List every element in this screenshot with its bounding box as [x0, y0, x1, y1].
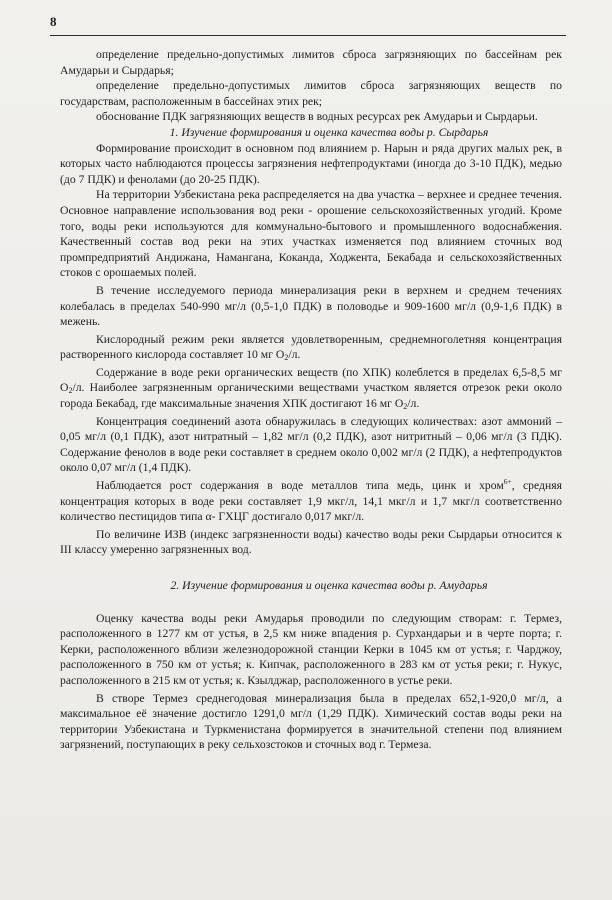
paragraph: [60, 365, 562, 412]
paragraph: По величине ИЗВ (индекс загрязненности воды) качество воды реки Сырдарьи относится к III классу умеренно загрязненных вод.: [60, 527, 562, 557]
subscript: 2: [403, 402, 408, 412]
intro-paragraph: определение предельно-допустимых лимитов сброса загрязняющих по бассейнам рек Амударьи и Сырдарья;: [60, 48, 562, 77]
text-run: Наблюдается рост содержания в воде металлов типа медь, цинк и хром: [96, 479, 504, 493]
text-run: Кислородный режим реки является удовлетворенным, среднемноголетняя концентрация растворенного кислорода составляет 10 мг O: [60, 332, 562, 362]
text-run: , средняя концентрация которых в воде реки составляет 1,9 мкг/л, 14,1 мкг/л и 1,7 мкг/л соответственно количество пестицидов типа α- ГХЦГ достигало 0,017 мкг/л.: [60, 479, 562, 524]
paragraph: [60, 332, 562, 363]
paragraph: [60, 478, 562, 525]
text-run: Содержание в воде реки органических веществ (по ХПК) колеблется в пределах 6,5-8,5 мг O: [60, 365, 562, 395]
text-run: /л.: [288, 348, 301, 362]
intro-paragraph: определение предельно-допустимых лимитов сброса загрязняющих веществ по государствам, расположенным в бассейнах этих рек;: [60, 79, 562, 108]
page-body: [60, 47, 562, 753]
page-number: 8: [50, 14, 57, 29]
superscript: 6+: [503, 477, 512, 487]
paragraph: В створе Термез среднегодовая минерализация была в пределах 652,1-920,0 мг/л, а максимальное её значение достигло 1291,0 мг/л (1,29 ПДК). Химический состав воды реки на территории Узбекистана и Туркменистана формируется в значительной степени под влиянием загрязнений, поступающих в реку сельхозстоков и сточных вод г. Термеза.: [60, 691, 562, 752]
text-run: /л. Наиболее загрязненным органическими веществами участком является отрезок реки около города Бекабад, где максимальные значения ХПК достигают 16 мг O: [60, 381, 562, 411]
paragraph: Формирование происходит в основном под влиянием р. Нарын и ряда других малых рек, в которых часто наблюдаются процессы загрязнения нефтепродуктами (иногда до 3-10 ПДК), медью (до 7 ПДК) и фенолами (до 20-25 ПДК).: [60, 141, 562, 186]
text-run: /л.: [407, 397, 420, 411]
intro-paragraph: обоснование ПДК загрязняющих веществ в водных ресурсах рек Амударьи и Сырдарьи.: [96, 110, 538, 124]
subscript: 2: [284, 353, 289, 363]
subscript: 2: [68, 386, 73, 396]
paragraph: Концентрация соединений азота обнаружилась в следующих количествах: азот аммоний – 0,05 мг/л (0,1 ПДК), азот нитратный – 1,82 мг/л (0,2 ПДК), азот нитритный – 0,06 мг/л (3 ПДК). Содержание фенолов в воде реки составляет в среднем около 0,002 мг/л (2 ПДК), а нефтепродуктов около 0,07 мг/л (1,4 ПДК).: [60, 414, 562, 475]
paragraph: На территории Узбекистана река распределяется на два участка – верхнее и среднее течения. Основное направление использования вод реки - орошение сельскохозяйственных угодий. Кроме того, воды реки используются для коммунально-бытового и промышленного водоснабжения. Качественный состав вод реки на этих участках изменяется под влиянием сточных вод промпредприятий Андижана, Намангана, Коканда, Ходжента, Бекабада и сельскохозяйственных стоков с орошаемых полей.: [60, 188, 562, 280]
paragraph: Оценку качества воды реки Амударья проводили по следующим створам: г. Термез, расположенного в 1277 км от устья, в 2,5 км ниже впадения р. Сурхандарьи и в черте порта; г. Керки, расположенного вблизи железнодорожной станции Керки в 1045 км от устья; г. Чарджоу, расположенного в 750 км от устья; к. Кипчак, расположенного в 283 км от устья реки; г. Нукус, расположенного в 215 км от устья; к. Кзылджар, расположенного в устье реки.: [60, 611, 562, 687]
header-rule: [50, 35, 566, 36]
paragraph: В течение исследуемого периода минерализация реки в верхнем и среднем течениях колебалась в пределах 540-990 мг/л (0,5-1,0 ПДК) в половодье и 909-1600 мг/л (0,9-1,6 ПДК) в межень.: [60, 283, 562, 329]
section-heading-syrdarya: 1. Изучение формирования и оценка качества воды р. Сырдарья: [169, 125, 489, 139]
section-heading-amudarya: 2. Изучение формирования и оценка качества воды р. Амударья: [170, 579, 488, 592]
